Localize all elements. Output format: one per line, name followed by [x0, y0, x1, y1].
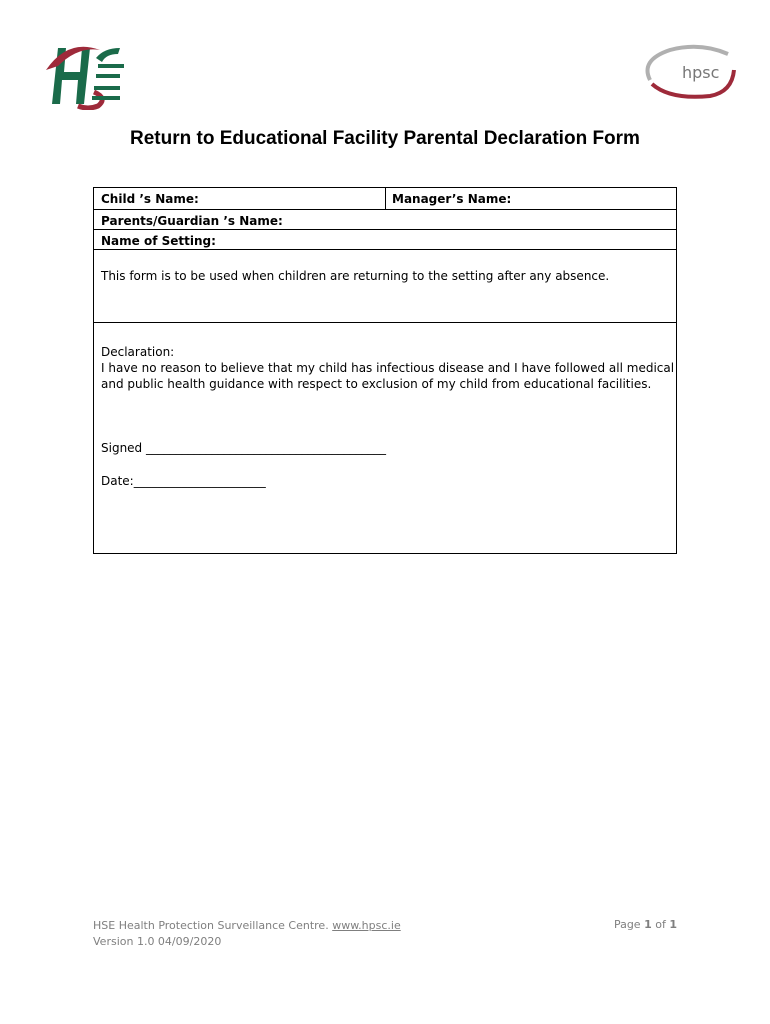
declaration-line: and public health guidance with respect to exclusion of my child from educational facilities. [101, 377, 652, 391]
form-row-guardian[interactable] [94, 210, 676, 230]
manager-name-label: Manager’s Name: [392, 192, 512, 206]
hse-logo [38, 40, 130, 110]
form-row-names [94, 188, 676, 210]
footer-org: HSE Health Protection Surveillance Centre. [93, 919, 329, 932]
page-prefix: Page [613, 918, 641, 931]
signature-field[interactable]: Signed ________________________________________ [101, 441, 386, 455]
declaration-heading: Declaration: [101, 345, 175, 359]
hpsc-logo [640, 40, 738, 102]
declaration-form [93, 187, 677, 554]
hpsc-logo-text: hpsc [682, 63, 720, 82]
form-row-note [94, 250, 676, 323]
footer-info [93, 918, 401, 950]
footer-version: Version 1.0 04/09/2020 [93, 935, 222, 948]
form-row-setting[interactable] [94, 230, 676, 250]
form-note: This form is to be used when children are returning to the setting after any absence. [101, 269, 610, 283]
page-title: Return to Educational Facility Parental Declaration Form [130, 128, 640, 149]
child-name-cell[interactable] [94, 188, 386, 209]
date-field[interactable]: Date:______________________ [101, 474, 266, 488]
page-of: of [655, 918, 666, 931]
guardian-name-label: Parents/Guardian ’s Name: [101, 214, 283, 228]
page-total: 1 [669, 918, 677, 931]
declaration-text [101, 344, 674, 392]
page-number [614, 918, 677, 931]
setting-name-label: Name of Setting: [101, 234, 216, 248]
declaration-line: I have no reason to believe that my child has infectious disease and I have followed all medical [101, 361, 675, 375]
footer-link[interactable]: www.hpsc.ie [332, 919, 401, 932]
child-name-label: Child ’s Name: [101, 192, 199, 206]
page-current: 1 [644, 918, 652, 931]
